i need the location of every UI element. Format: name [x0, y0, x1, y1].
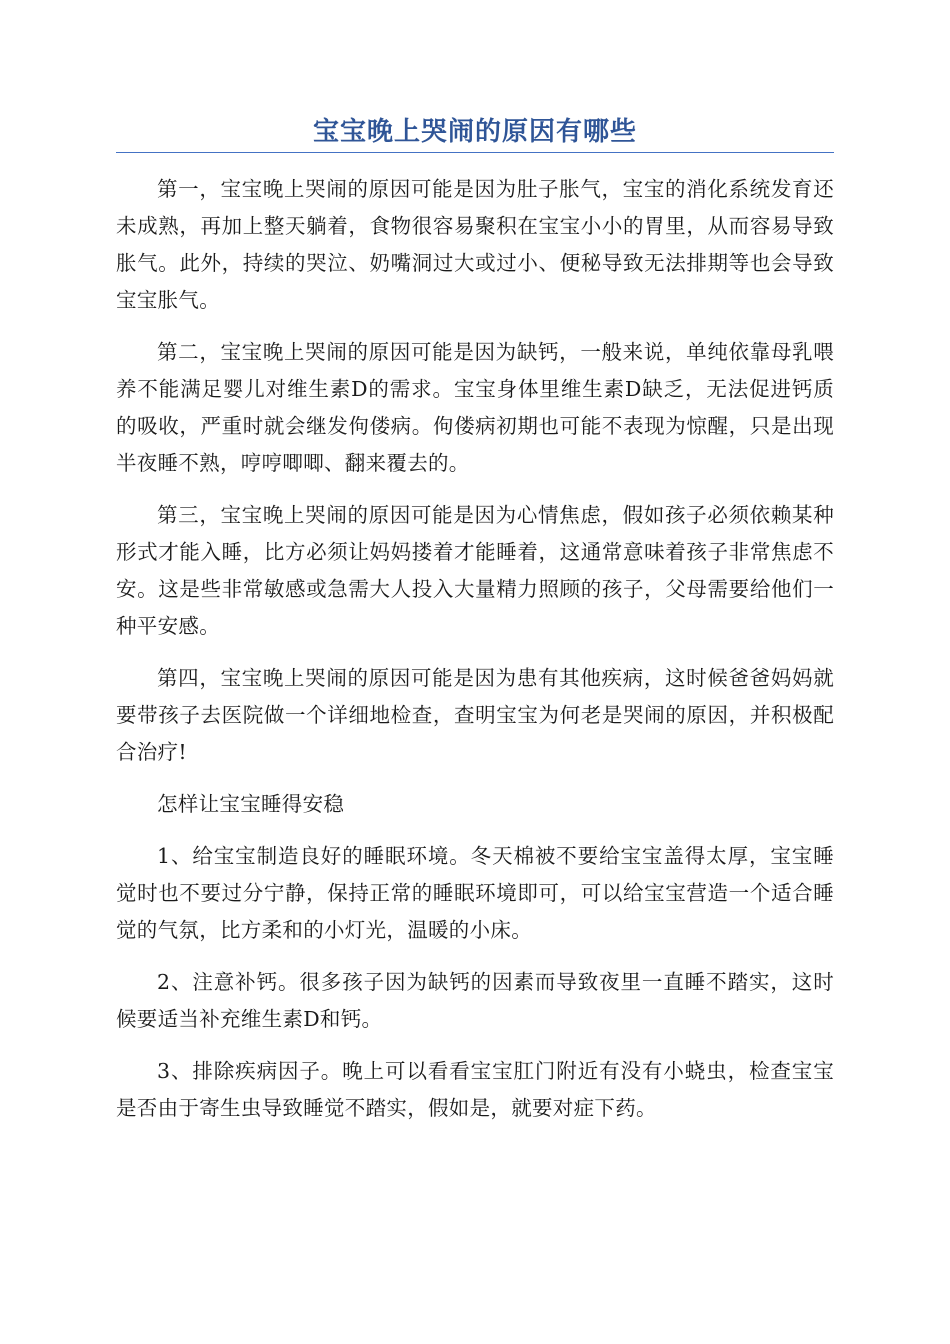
paragraph-cause-4: 第四，宝宝晚上哭闹的原因可能是因为患有其他疾病，这时候爸爸妈妈就要带孩子去医院做一个详细地检查，查明宝宝为何老是哭闹的原因，并积极配合治疗!	[116, 666, 834, 764]
section-heading: 怎样让宝宝睡得安稳	[157, 792, 345, 816]
document-page	[116, 112, 834, 1142]
title-underline	[116, 152, 834, 153]
paragraph-cause-2: 第二，宝宝晚上哭闹的原因可能是因为缺钙，一般来说，单纯依靠母乳喂养不能满足婴儿对维生素D的需求。宝宝身体里维生素D缺乏，无法促进钙质的吸收，严重时就会继发佝偻病。佝偻病初期也可能不表现为惊醒，只是出现半夜睡不熟，哼哼唧唧、翻来覆去的。	[116, 340, 834, 475]
paragraph-cause-1: 第一，宝宝晚上哭闹的原因可能是因为肚子胀气，宝宝的消化系统发育还未成熟，再加上整天躺着，食物很容易聚积在宝宝小小的胃里，从而容易导致胀气。此外，持续的哭泣、奶嘴洞过大或过小、便秘导致无法排期等也会导致宝宝胀气。	[116, 177, 834, 312]
paragraph-tip-2: 2、注意补钙。很多孩子因为缺钙的因素而导致夜里一直睡不踏实，这时候要适当补充维生素D和钙。	[116, 970, 834, 1031]
paragraph-tip-3: 3、排除疾病因子。晚上可以看看宝宝肛门附近有没有小蛲虫，检查宝宝是否由于寄生虫导致睡觉不踏实，假如是，就要对症下药。	[116, 1059, 834, 1120]
paragraph-cause-3: 第三，宝宝晚上哭闹的原因可能是因为心情焦虑，假如孩子必须依赖某种形式才能入睡，比方必须让妈妈搂着才能睡着，这通常意味着孩子非常焦虑不安。这是些非常敏感或急需大人投入大量精力照顾的孩子，父母需要给他们一种平安感。	[116, 503, 834, 638]
paragraph-tip-1: 1、给宝宝制造良好的睡眠环境。冬天棉被不要给宝宝盖得太厚，宝宝睡觉时也不要过分宁静，保持正常的睡眠环境即可，可以给宝宝营造一个适合睡觉的气氛，比方柔和的小灯光，温暖的小床。	[116, 844, 834, 942]
document-title: 宝宝晚上哭闹的原因有哪些	[312, 117, 637, 147]
